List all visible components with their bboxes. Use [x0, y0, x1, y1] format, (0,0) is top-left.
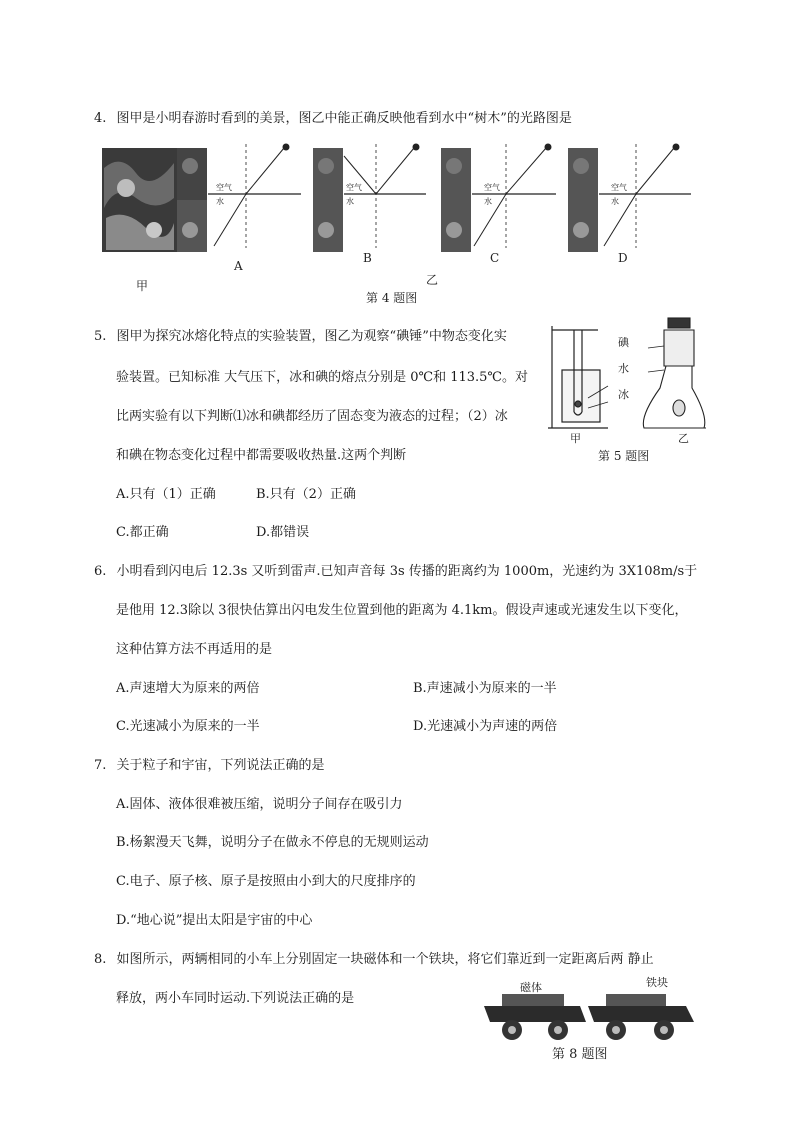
q4-photo-jia [102, 148, 177, 252]
q4-water-label-b: 水 [346, 197, 354, 206]
q5-figure-caption: 第 5 题图 [598, 449, 650, 463]
q6-line-3: 这种估算方法不再适用的是 [116, 642, 273, 657]
q5-label-water: 水 [618, 362, 629, 375]
q8-magnet-label: 磁体 [520, 981, 542, 994]
q4-yi-label: 乙 [426, 273, 439, 287]
q7-line-1 [94, 754, 325, 773]
q5-yi-label: 乙 [678, 432, 689, 445]
q8-figure-caption: 第 8 题图 [552, 1047, 608, 1062]
q4-air-label-c: 空气 [484, 183, 500, 192]
q4-text-line [94, 107, 572, 126]
q5-option-c[interactable]: C.都正确 [116, 525, 169, 540]
q5-number: 5. [94, 329, 107, 344]
q4-stem: 图甲是小明春游时看到的美景，图乙中能正确反映他看到水中“树木”的光路图是 [116, 111, 572, 126]
q8-stem-line-1: 如图所示，两辆相同的小车上分别固定一块磁体和一个铁块，将它们靠近到一定距离后两 静止 [116, 952, 654, 967]
q4-tree-image-a [177, 148, 207, 252]
q5-line-3: 比两实验有以下判断⑴冰和碘都经历了固态变为液态的过程；（2）冰 [116, 409, 508, 424]
q6-line-1 [94, 560, 697, 579]
q5-jia-apparatus [548, 326, 608, 428]
q4-figure [96, 138, 696, 308]
q5-label-iodine: 碘 [618, 336, 629, 349]
q5-yi-iodine-hammer [643, 318, 706, 428]
q5-stem-line-1: 图甲为探究冰熔化特点的实验装置，图乙为观察“碘锤”中物态变化实 [116, 329, 507, 344]
q4-air-label-a: 空气 [216, 183, 232, 192]
q4-option-b-diagram [344, 144, 426, 248]
q7-option-c[interactable]: C.电子、原子核、原子是按照由小到大的尺度排序的 [116, 874, 416, 889]
q4-option-b-label: B [363, 251, 372, 265]
q8-figure [480, 972, 700, 1062]
q6-option-a[interactable]: A.声速增大为原来的两倍 [116, 681, 260, 696]
q6-stem-line-1: 小明看到闪电后 12.3s 又听到雷声.已知声音每 3s 传播的距离约为 1000m，光速约为 3X108m/s于 [116, 564, 698, 579]
q4-figure-caption: 第 4 题图 [366, 291, 418, 305]
q4-tree-image-d [568, 148, 598, 252]
q5-option-d[interactable]: D.都错误 [256, 525, 310, 540]
q4-number: 4. [94, 111, 107, 126]
q5-jia-label: 甲 [570, 432, 581, 445]
q4-air-label-d: 空气 [611, 183, 627, 192]
q4-option-c-diagram [472, 144, 556, 248]
q5-line-2: 验装置。已知标准 大气压下，冰和碘的熔点分别是 0℃和 113.5℃。对 [116, 370, 528, 385]
q4-option-a-label: A [234, 259, 243, 273]
q7-option-d[interactable]: D.“地心说”提出太阳是宇宙的中心 [116, 913, 313, 928]
q6-option-d[interactable]: D.光速减小为声速的两倍 [413, 719, 558, 734]
q4-option-d-label: D [618, 251, 628, 265]
q8-iron-label: 铁块 [646, 976, 668, 989]
q7-option-a[interactable]: A.固体、液体很难被压缩，说明分子间存在吸引力 [116, 797, 403, 812]
q7-stem: 关于粒子和宇宙，下列说法正确的是 [116, 758, 325, 773]
q4-option-d-diagram [599, 144, 691, 248]
q4-tree-image-b [313, 148, 343, 252]
q7-number: 7. [94, 758, 107, 773]
q5-label-ice: 冰 [618, 388, 629, 401]
q8-cart-iron [588, 994, 694, 1040]
q4-air-label-b: 空气 [346, 183, 362, 192]
q4-option-c-label: C [490, 251, 500, 265]
q4-tree-image-c [441, 148, 471, 252]
q8-line-2: 释放，两小车同时运动.下列说法正确的是 [116, 991, 355, 1006]
q5-option-b[interactable]: B.只有（2）正确 [256, 487, 356, 502]
q7-option-b[interactable]: B.杨絮漫天飞舞，说明分子在做永不停息的无规则运动 [116, 835, 429, 850]
q4-option-a-diagram [208, 144, 301, 248]
q5-option-a[interactable]: A.只有（1）正确 [116, 487, 216, 502]
q6-option-c[interactable]: C.光速减小为原来的一半 [116, 719, 260, 734]
q6-number: 6. [94, 564, 107, 579]
q4-water-label-d: 水 [611, 197, 619, 206]
q4-water-label-a: 水 [216, 197, 224, 206]
q4-water-label-c: 水 [484, 197, 492, 206]
q6-line-2: 是他用 12.3除以 3很快估算出闪电发生位置到他的距离为 4.1km。假设声速或光速发生以下变化， [116, 603, 688, 618]
q8-line-1 [94, 948, 654, 967]
q5-line-1 [94, 325, 507, 344]
q8-cart-magnet [484, 994, 586, 1040]
q5-figure [548, 316, 708, 466]
q6-option-b[interactable]: B.声速减小为原来的一半 [413, 681, 557, 696]
q4-jia-label: 甲 [136, 279, 149, 293]
q8-number: 8. [94, 952, 107, 967]
q5-line-4: 和碘在物态变化过程中都需要吸收热量.这两个判断 [116, 448, 407, 463]
